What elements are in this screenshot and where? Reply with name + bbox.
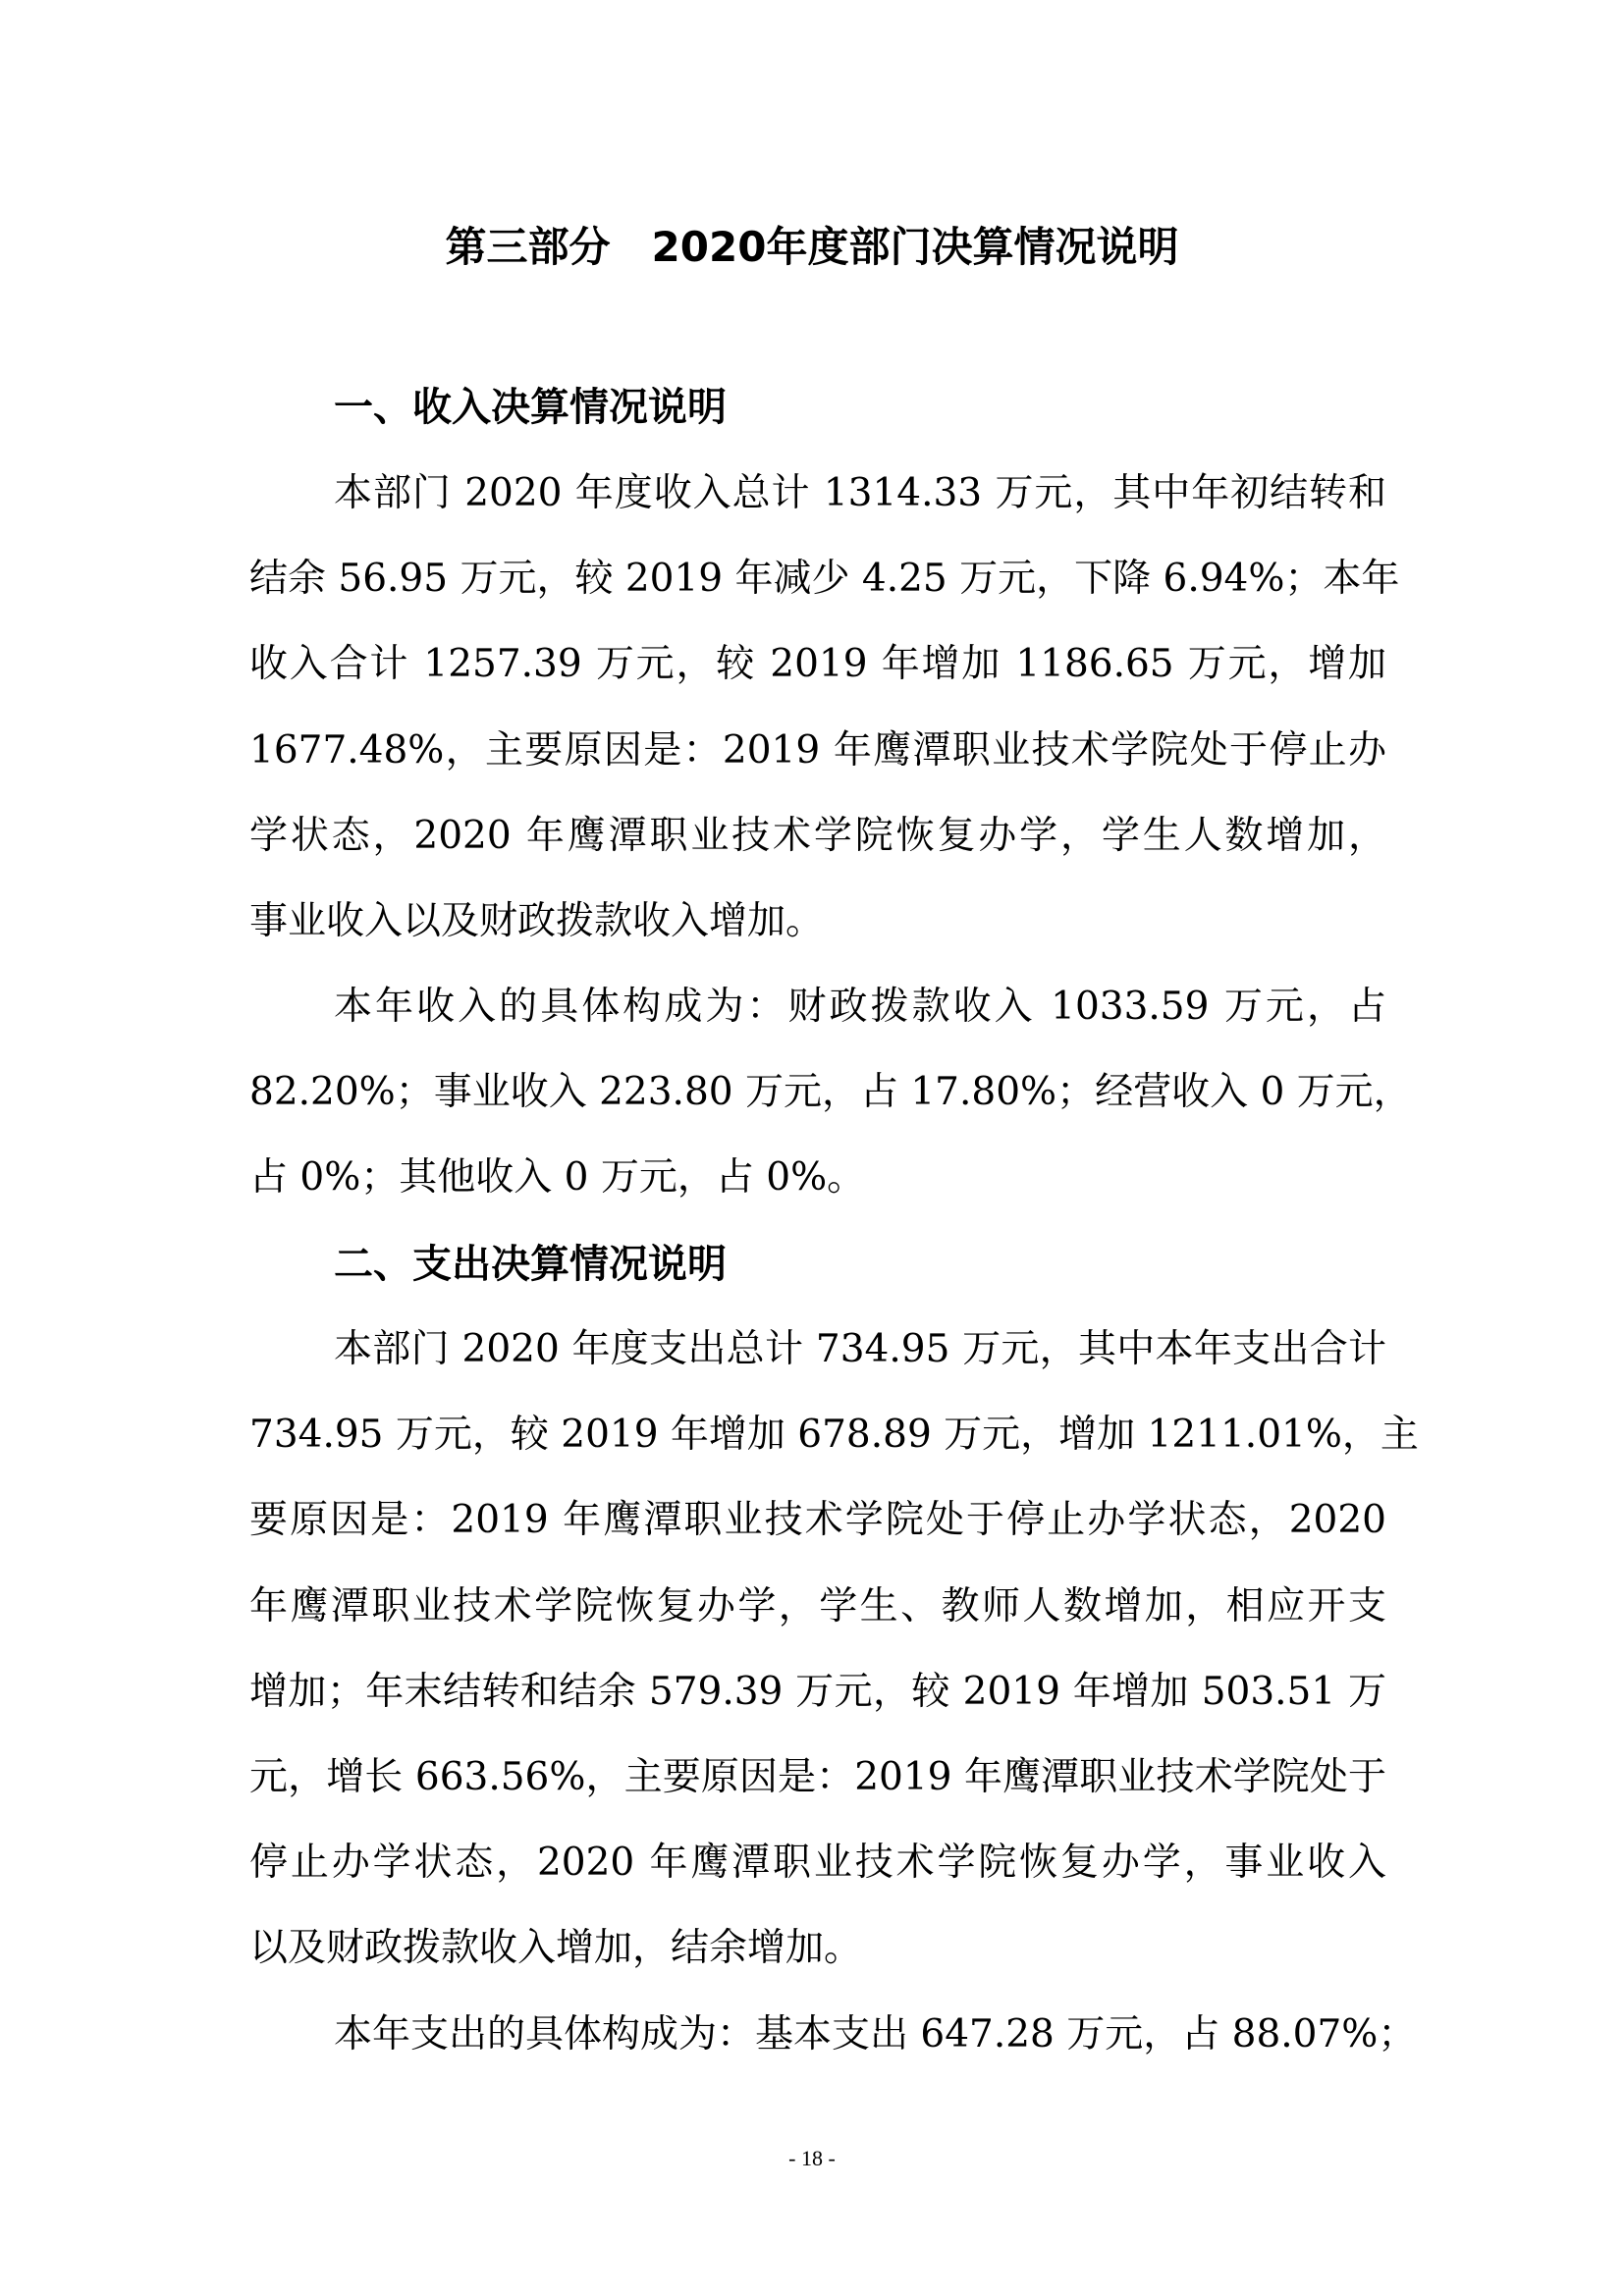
- expenditure-paragraph-1: [249, 1307, 1419, 1992]
- income-paragraph-2: [249, 964, 1412, 1221]
- text-line: 本年支出的具体构成为：基本支出 647.28 万元，占 88.07%；: [334, 2012, 1417, 2056]
- text-line: 82.20%；事业收入 223.80 万元，占 17.80%；经营收入 0 万元，: [249, 1070, 1412, 1115]
- text-line: 收入合计 1257.39 万元，较 2019 年增加 1186.65 万元，增加: [249, 642, 1386, 687]
- text-line: 1677.48%，主要原因是：2019 年鹰潭职业技术学院处于停止办: [249, 727, 1386, 773]
- text-line: 元，增长 663.56%，主要原因是：2019 年鹰潭职业技术学院处于: [249, 1754, 1386, 1799]
- text-line: 年鹰潭职业技术学院恢复办学，学生、教师人数增加，相应开支: [249, 1583, 1386, 1629]
- text-line: 事业收入以及财政拨款收入增加。: [249, 898, 825, 943]
- text-line: 停止办学状态，2020 年鹰潭职业技术学院恢复办学，事业收入: [249, 1841, 1386, 1886]
- text-line: 本部门 2020 年度收入总计 1314.33 万元，其中年初结转和: [334, 471, 1386, 515]
- income-paragraph-1: [249, 451, 1400, 964]
- text-line: 734.95 万元，较 2019 年增加 678.89 万元，增加 1211.01%，主: [249, 1413, 1419, 1458]
- text-line: 本年收入的具体构成为：财政拨款收入 1033.59 万元，占: [334, 985, 1386, 1029]
- text-line: 以及财政拨款收入增加，结余增加。: [249, 1926, 863, 1971]
- text-line: 学状态，2020 年鹰潭职业技术学院恢复办学，学生人数增加，: [249, 813, 1386, 858]
- text-line: 增加；年末结转和结余 579.39 万元，较 2019 年增加 503.51 万: [249, 1669, 1386, 1714]
- text-line: 结余 56.95 万元，较 2019 年减少 4.25 万元，下降 6.94%；本年: [249, 557, 1400, 602]
- page-number: - 18 -: [788, 2146, 836, 2170]
- text-line: 本部门 2020 年度支出总计 734.95 万元，其中本年支出合计: [334, 1327, 1386, 1371]
- text-line: 要原因是：2019 年鹰潭职业技术学院处于停止办学状态，2020: [249, 1498, 1386, 1543]
- section-heading-income: 一、收入决算情况说明: [334, 385, 727, 430]
- page-title: 第三部分 2020年度部门决算情况说明: [445, 223, 1179, 271]
- text-line: 占 0%；其他收入 0 万元，占 0%。: [249, 1155, 866, 1201]
- section-heading-expenditure: 二、支出决算情况说明: [334, 1242, 727, 1287]
- expenditure-paragraph-2: [249, 1992, 1417, 2077]
